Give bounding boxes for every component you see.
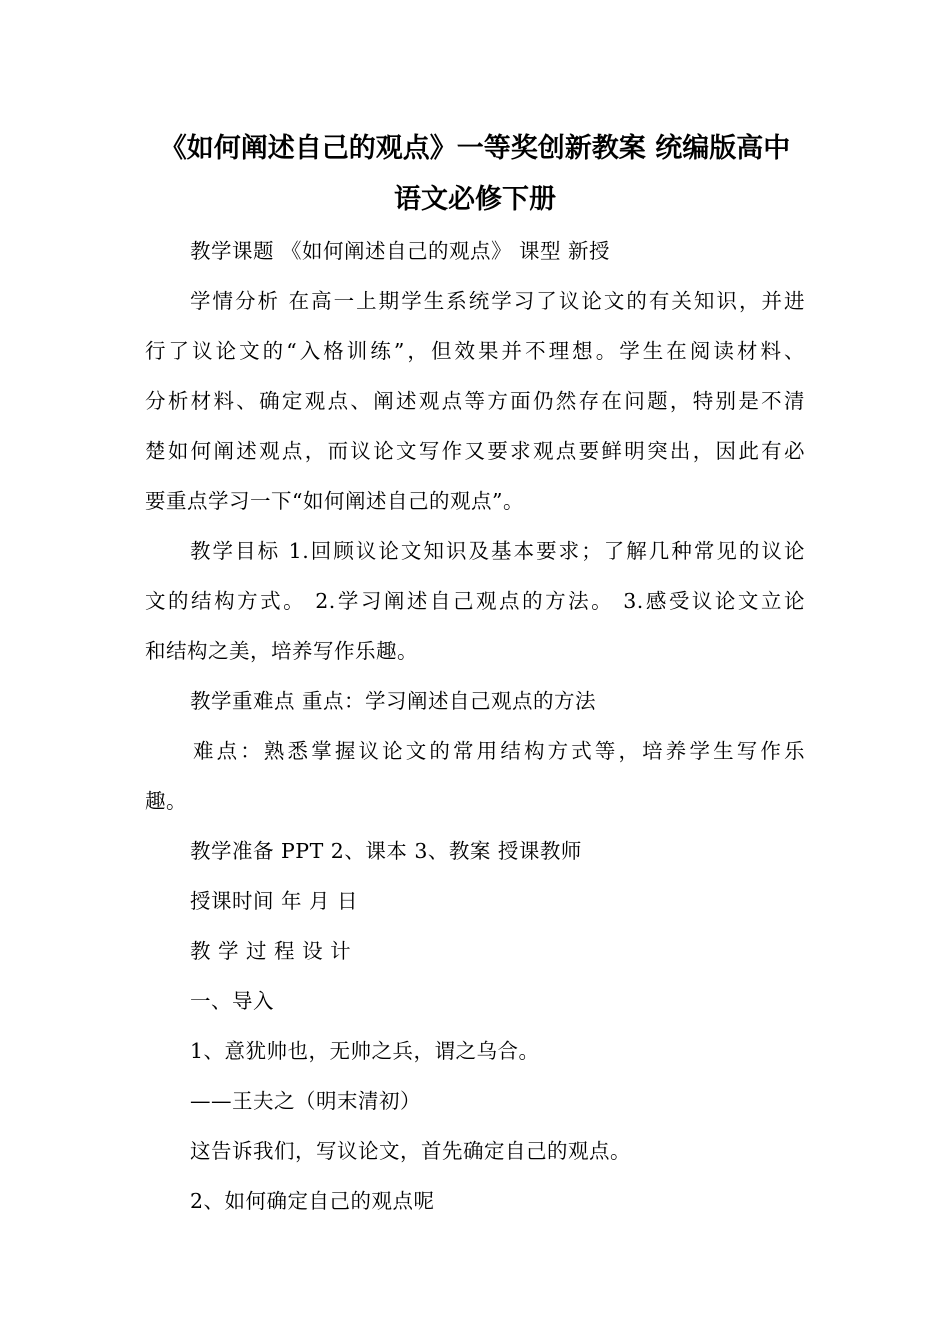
process-design-heading: 教 学 过 程 设 计 — [190, 939, 352, 963]
analysis-line-5: 要重点学习一下“如何阐述自己的观点”。 — [145, 489, 524, 513]
objectives-line-1: 教学目标 1.回顾议论文知识及基本要求；了解几种常见的议论 — [190, 539, 805, 563]
analysis-line-1: 学情分析 在高一上期学生系统学习了议论文的有关知识，并进 — [190, 289, 805, 313]
objectives-line-2: 文的结构方式。 2.学习阐述自己观点的方法。 3.感受议论文立论 — [145, 589, 805, 613]
difficulty-line-1: 难点：熟悉掌握议论文的常用结构方式等，培养学生写作乐 — [193, 739, 805, 763]
difficulty-line-2: 趣。 — [145, 789, 187, 813]
teaching-time-line: 授课时间 年 月 日 — [190, 889, 359, 913]
analysis-line-2: 行了议论文的“入格训练”，但效果并不理想。学生在阅读材料、 — [145, 339, 805, 363]
analysis-line-3: 分析材料、确定观点、阐述观点等方面仍然存在问题，特别是不清 — [145, 389, 805, 413]
course-topic-line: 教学课题 《如何阐述自己的观点》 课型 新授 — [190, 239, 611, 263]
quote-explanation: 这告诉我们，写议论文，首先确定自己的观点。 — [190, 1139, 631, 1163]
quote-line: 1、意犹帅也，无帅之兵，谓之乌合。 — [190, 1039, 540, 1063]
preparation-line: 教学准备 PPT 2、课本 3、教案 授课教师 — [190, 839, 582, 863]
quote-attribution: ——王夫之（明末清初） — [190, 1089, 421, 1113]
objectives-line-3: 和结构之美，培养写作乐趣。 — [145, 639, 418, 663]
section-intro-heading: 一、导入 — [190, 989, 274, 1013]
analysis-line-4: 楚如何阐述观点，而议论文写作又要求观点要鲜明突出，因此有必 — [145, 439, 805, 463]
key-points-line: 教学重难点 重点：学习阐述自己观点的方法 — [190, 689, 597, 713]
question-line: 2、如何确定自己的观点呢 — [190, 1189, 435, 1213]
document-title-line-1: 《如何阐述自己的观点》一等奖创新教案 统编版高中 — [159, 133, 791, 164]
document-title-line-2: 语文必修下册 — [394, 184, 556, 215]
